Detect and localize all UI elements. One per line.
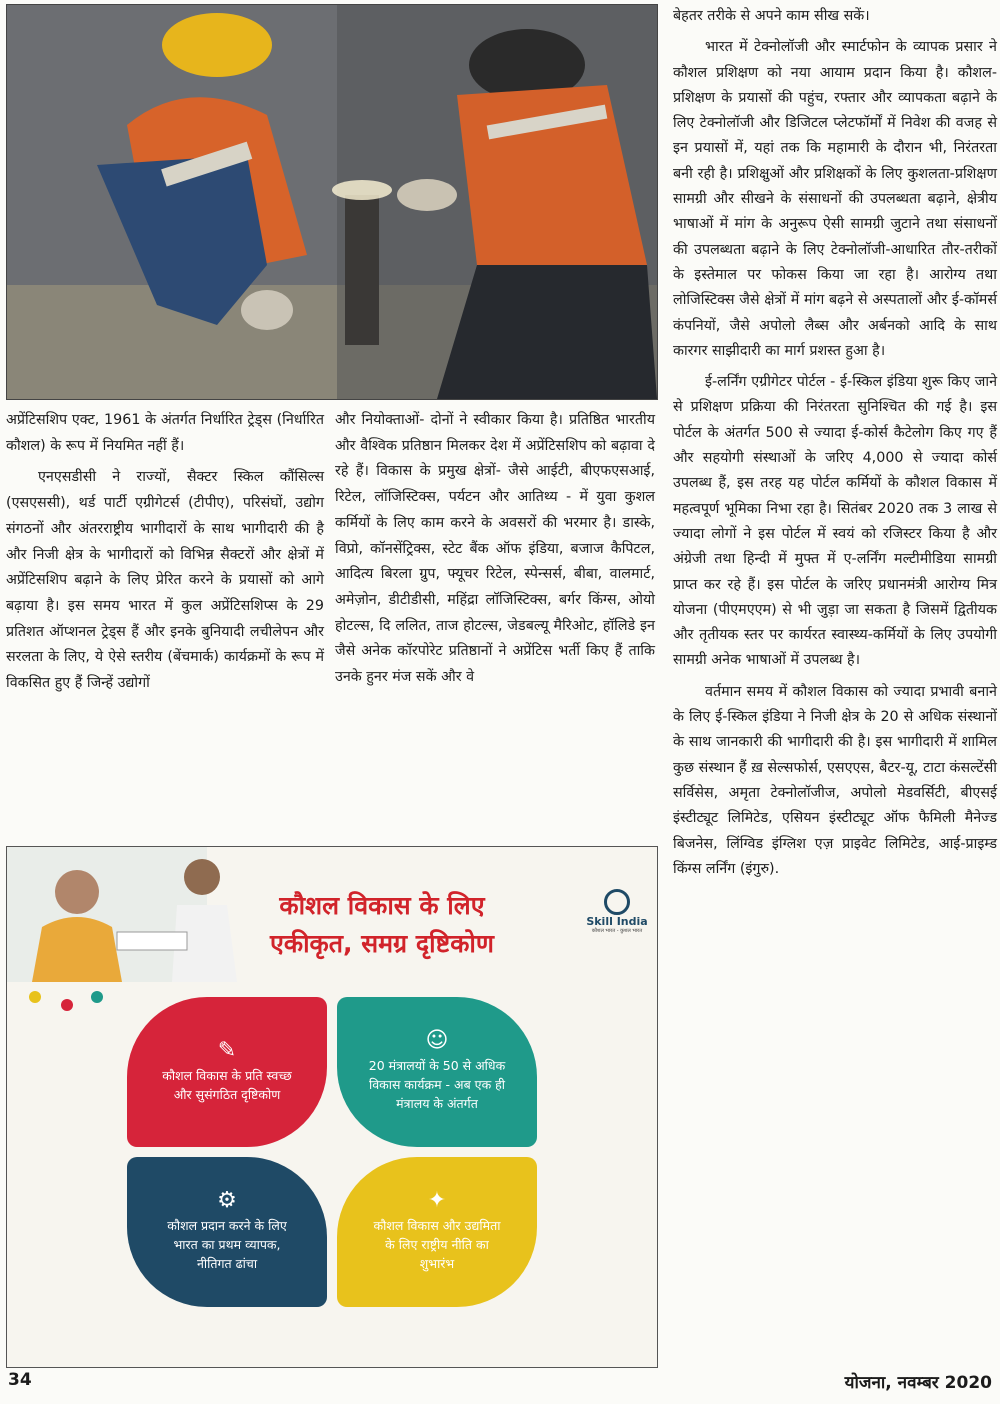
column-3-paragraph: भारत में टेक्नोलॉजी और स्मार्टफोन के व्यापक प्रसार ने कौशल प्रशिक्षण को नया आयाम प्रदान किया है। कौशल-प्रशिक्षण के प्रयासों की पहुंच, रफ्तार और व्यापकता बढ़ाने के लिए टेक्नोलॉजी और डिजिटल प्लेटफॉर्मों में निवेश की वजह से इन प्रयासों में, यहां तक कि महामारी के दौरान भी, निरंतरता बनी रही है। प्रशिक्षुओं और प्रशिक्षकों के लिए कुशलता-प्रशिक्षण सामग्री और सीखने के संसाधनों की उपलब्धता बढ़ाने, क्षेत्रीय भाषाओं में मांग के अनुरूप ऐसी सामग्री जुटाने तथा संसाधनों की उपलब्धता बढ़ाने के लिए टेक्नोलॉजी-आधारित तौर-तरीकों के इस्तेमाल पर फोकस किया जा रहा है। आरोग्य तथा लोजिस्टिक्स जैसे क्षेत्रों में मांग बढ़ने से अस्पतालों और ई-कॉमर्स कंपनियों, जैसे अपोलो लैब्स और अर्बनको आदि के साथ कारगर साझीदारी का मार्ग प्रशस्त हुआ है। — [673, 39, 997, 359]
panel-national-policy-text: कौशल विकास और उद्यमिता के लिए राष्ट्रीय नीति का शुभारंभ — [373, 1218, 501, 1271]
column-3-paragraph: बेहतर तरीके से अपने काम सीख सकें। — [673, 8, 870, 24]
column-1 — [6, 408, 324, 703]
photo-illustration — [7, 5, 657, 399]
panel-ministries — [337, 997, 537, 1147]
skill-india-logo-sub: कौशल भारत - कुशल भारत — [591, 928, 643, 934]
column-2-paragraph: और नियोक्ताओं- दोनों ने स्वीकार किया है। प्रतिष्ठित भारतीय और वैश्विक प्रतिष्ठान मिलकर देश में अप्रेंटिसशिप को बढ़ावा दे रहे हैं। विकास के प्रमुख क्षेत्रों- जैसे आईटी, बीएफएसआई, रिटेल, लॉजिस्टिक्स, पर्यटन और आतिथ्य - में युवा कुशल कर्मियों के लिए काम करने के अवसरों की भरमार है। डास्के, विप्रो, कॉनसेंट्रिक्स, स्टेट बैंक ऑफ इंडिया, बजाज कैपिटल, आदित्य बिरला ग्रुप, फ्यूचर रिटेल, स्पेन्सर्स, बीबा, वालमार्ट, अमेज़ोन, डीटीडीसी, महिंद्रा लॉजिस्टिक्स, बर्गर किंग्स, ओयो होटल्स, दि ललित, ताज होटल्स, जेडबल्यू मैरिओट, हॉलिडे इन जैसे अनेक कॉरपोरेट प्रतिष्ठानों ने अप्रेंटिस भर्ती किए हैं ताकि उनके हुनर मंज सकें और वे — [335, 412, 655, 686]
panel-ministries-text: 20 मंत्रालयों के 50 से अधिक विकास कार्यक्रम - अब एक ही मंत्रालय के अंतर्गत — [368, 1058, 506, 1111]
welding-workers-photo — [6, 4, 658, 400]
gears-icon: ⚙ — [217, 1188, 237, 1213]
infographic-title — [177, 887, 587, 963]
magazine-issue: योजना, नवम्बर 2020 — [844, 1373, 992, 1393]
page-number: 34 — [8, 1370, 32, 1390]
column-1-paragraph: एनएसडीसी ने राज्यों, सैक्टर स्किल कौंसिल्स (एसएससी), थर्ड पार्टी एग्रीगेटर्स (टीपीए), परिसंघों, उद्योग संगठनों और अंतरराष्ट्रीय भागीदारों के साथ भागीदारी की है और निजी क्षेत्र के भागीदारों को विभिन्न सैक्टरों और क्षेत्रों में अप्रेंटिसशिप बढ़ाने के लिए प्रेरित करने के प्रयासों को आगे बढ़ाया है। इस समय भारत में कुल अप्रेंटिसशिप्स के 29 प्रतिशत ऑप्शनल ट्रेड्स हैं और इनके बुनियादी लचीलेपन और सरलता के लिए, ये ऐसे स्तरीय (बेंचमार्क) कार्यक्रमों के रूप में विकसित हुए हैं जिन्हें उद्योगों — [6, 469, 324, 692]
skill-india-logo-text: Skill India — [586, 915, 648, 928]
skill-india-infographic — [6, 846, 658, 1368]
network-icon: ✦ — [427, 1188, 447, 1213]
panel-approach — [127, 997, 327, 1147]
panel-approach-text: कौशल विकास के प्रति स्वच्छ और सुसंगठित दृष्टिकोण — [162, 1067, 292, 1102]
column-2 — [335, 408, 655, 697]
column-3-paragraph: वर्तमान समय में कौशल विकास को ज्यादा प्रभावी बनाने के लिए ई-स्किल इंडिया ने निजी क्षेत्र के 20 से अधिक संस्थानों के साथ जानकारी की भागीदारी की है। इस भागीदारी में शामिल कुछ संस्थान हैं ख़ सेल्सफोर्स, एसएएस, बैटर-यू, टाटा कंसल्टेंसी सर्विसेस, अमृता टेक्नोलॉजीज, अपोलो मेडवर्सिटी, बीएसई इंस्टीट्यूट लिमिटेड, एसियन इंस्टीट्यूट ऑफ फैमिली मैनेज्ड बिजनेस, लिंग्विड इंग्लिश एज़ प्राइवेट लिमिटेड, आई-प्राइम्ड किंग्स लर्निंग (इंगुरु). — [673, 683, 997, 877]
skill-india-logo — [585, 889, 649, 934]
wrench-icon: ✎ — [217, 1037, 237, 1063]
infographic-title-line2: एकीकृत, समग्र दृष्टिकोण — [270, 929, 494, 958]
skill-india-logo-icon — [604, 889, 630, 915]
panel-policy-framework — [127, 1157, 327, 1307]
infographic-title-line1: कौशल विकास के लिए — [279, 891, 485, 920]
panel-national-policy — [337, 1157, 537, 1307]
bulb-icons — [29, 991, 103, 1011]
column-3-paragraph: ई-लर्निंग एग्रीगेटर पोर्टल - ई-स्किल इंडिया शुरू किए जाने से प्रशिक्षण प्रक्रिया की निरंतरता सुनिश्चित की गई है। इस पोर्टल के अंतर्गत 500 से ज्यादा ई-कोर्स कैटेलोग किए गए हैं और सहयोगी संस्थाओं के जरिए 4,000 से ज्यादा कोर्स उपलब्ध हैं, इस तरह यह पोर्टल कर्मियों के कौशल विकास में महत्वपूर्ण भूमिका निभा रहा है। सितंबर 2020 तक 3 लाख से ज्यादा लोगों ने इस पोर्टल में स्वयं को रजिस्टर किया है और अंग्रेजी तथा हिन्दी में मुफ्त में ए-लर्निंग मल्टीमीडिया सामग्री प्राप्त कर रहे हैं। इस पोर्टल के जरिए प्रधानमंत्री आरोग्य मित्र योजना (पीएमएएम) से भी जुड़ा जा सकता है जिसमें द्वितीयक और तृतीयक स्तर पर कार्यरत स्वास्थ्य-कर्मियों के लिए उपयोगी सामग्री अनेक भाषाओं में उपलब्ध है। — [673, 374, 997, 669]
column-3 — [673, 4, 997, 888]
column-1-paragraph: अप्रेंटिसशिप एक्ट, 1961 के अंतर्गत निर्धारित ट्रेड्स (निर्धारित कौशल) के रूप में नियमित नहीं हैं। — [6, 412, 324, 454]
panel-policy-framework-text: कौशल प्रदान करने के लिए भारत का प्रथम व्यापक, नीतिगत ढांचा — [167, 1218, 287, 1271]
head-gear-icon: ☺ — [425, 1028, 449, 1053]
